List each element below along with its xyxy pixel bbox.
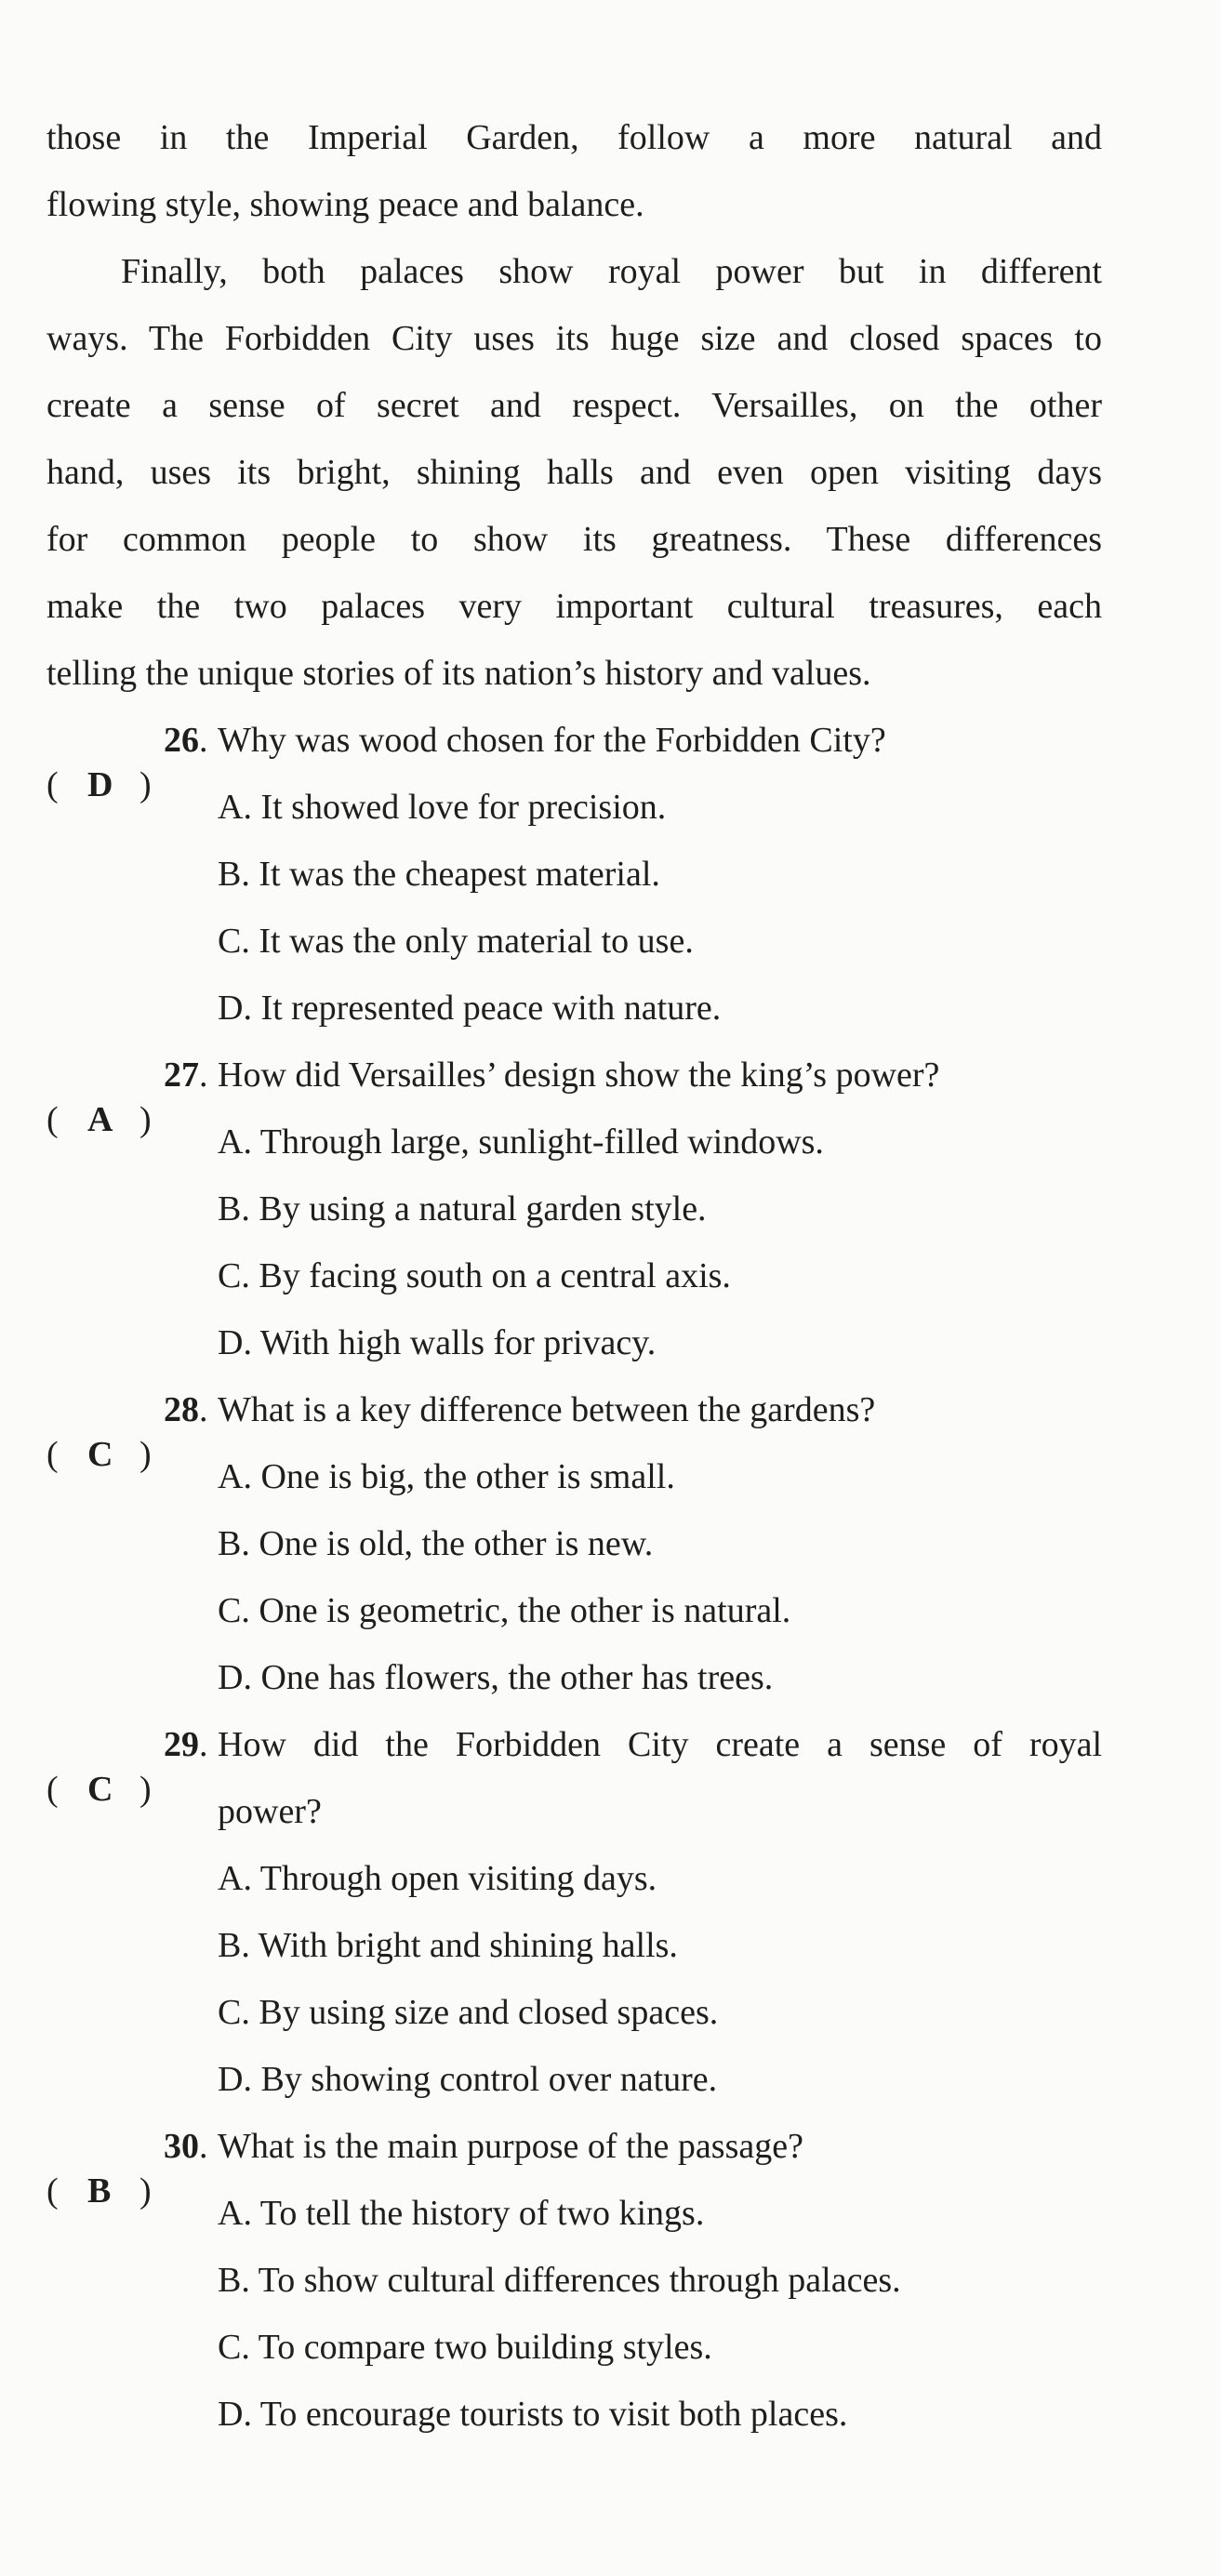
option: B. To show cultural differences through palaces. bbox=[218, 2261, 901, 2300]
question-29: ( C ) 29. How did the Forbidden City create a sense of royal bbox=[46, 1711, 1102, 1778]
option: D. It represented peace with nature. bbox=[218, 989, 722, 1028]
option: C. It was the only material to use. bbox=[218, 922, 694, 961]
passage-line: flowing style, showing peace and balance. bbox=[46, 185, 644, 224]
option: B. One is old, the other is new. bbox=[218, 1524, 654, 1563]
question-26: ( D ) 26. Why was wood chosen for the Forbidden City? bbox=[46, 707, 1102, 774]
option: B. With bright and shining halls. bbox=[218, 1926, 678, 1965]
question-text-continued: power? bbox=[218, 1792, 322, 1831]
option: C. By using size and closed spaces. bbox=[218, 1993, 719, 2032]
option: B. By using a natural garden style. bbox=[218, 1189, 707, 1228]
passage-line: telling the unique stories of its nation’s history and values. bbox=[46, 654, 871, 693]
question-28: ( C ) 28. What is a key difference between the gardens? bbox=[46, 1376, 1102, 1443]
answer-letter: B bbox=[87, 2171, 112, 2211]
passage-line: make the two palaces very important cultural treasures, each bbox=[46, 587, 1102, 626]
option: A. One is big, the other is small. bbox=[218, 1457, 675, 1496]
question-27: ( A ) 27. How did Versailles’ design show the king’s power? bbox=[46, 1042, 1102, 1109]
option: D. With high walls for privacy. bbox=[218, 1323, 657, 1362]
answer-letter: D bbox=[87, 765, 113, 804]
option: B. It was the cheapest material. bbox=[218, 855, 660, 894]
option: D. To encourage tourists to visit both places. bbox=[218, 2395, 848, 2434]
answer-letter: C bbox=[87, 1435, 113, 1474]
passage-line: Finally, both palaces show royal power but in different bbox=[121, 252, 1102, 291]
option: C. By facing south on a central axis. bbox=[218, 1256, 731, 1295]
option: A. Through large, sunlight-filled windows. bbox=[218, 1122, 824, 1162]
option: D. By showing control over nature. bbox=[218, 2060, 718, 2099]
question-text: What is a key difference between the gardens? bbox=[218, 1390, 876, 1429]
passage-line: for common people to show its greatness. These differences bbox=[46, 520, 1102, 559]
option: D. One has flowers, the other has trees. bbox=[218, 1658, 774, 1697]
answer-letter: A bbox=[87, 1100, 113, 1139]
question-text: How did the Forbidden City create a sense of royal bbox=[218, 1725, 1102, 1764]
question-number: 26 bbox=[164, 721, 199, 760]
passage-line: hand, uses its bright, shining halls and even open visiting days bbox=[46, 453, 1102, 492]
question-text: What is the main purpose of the passage? bbox=[218, 2127, 803, 2166]
option: A. Through open visiting days. bbox=[218, 1859, 657, 1898]
option: A. To tell the history of two kings. bbox=[218, 2194, 705, 2233]
passage-line: those in the Imperial Garden, follow a more natural and bbox=[46, 118, 1102, 157]
option: C. One is geometric, the other is natural. bbox=[218, 1591, 791, 1630]
question-number: 28 bbox=[164, 1390, 199, 1429]
question-number: 30 bbox=[164, 2127, 199, 2166]
answer-letter: C bbox=[87, 1770, 113, 1809]
document-page bbox=[46, 104, 1102, 2448]
question-number: 27 bbox=[164, 1056, 199, 1095]
question-30: ( B ) 30. What is the main purpose of the passage? bbox=[46, 2113, 1102, 2180]
passage-line: create a sense of secret and respect. Versailles, on the other bbox=[46, 386, 1102, 425]
option: C. To compare two building styles. bbox=[218, 2328, 712, 2367]
question-number: 29 bbox=[164, 1725, 199, 1764]
passage-line: ways. The Forbidden City uses its huge size and closed spaces to bbox=[46, 319, 1102, 358]
question-text: Why was wood chosen for the Forbidden City? bbox=[218, 721, 886, 760]
question-text: How did Versailles’ design show the king’s power? bbox=[218, 1056, 940, 1095]
option: A. It showed love for precision. bbox=[218, 788, 667, 827]
